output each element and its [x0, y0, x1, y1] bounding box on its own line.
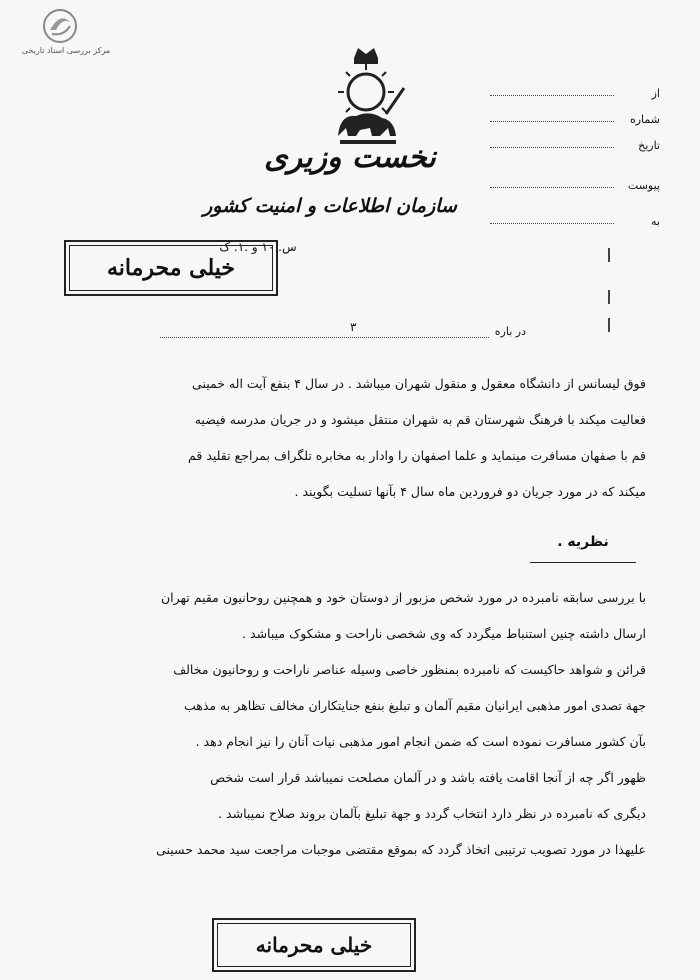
org-subtitle: سازمان اطلاعات و امنیت کشور [203, 195, 457, 217]
meta-label: تاریخ [638, 139, 660, 152]
opinion-paragraph [108, 580, 646, 868]
opinion-line: ظهور اگر چه از آنجا اقامت یافته باشد و در آلمان مصلحت نمیباشد قرار است شخص [210, 770, 646, 785]
margin-mark [608, 318, 610, 332]
subject-line [160, 318, 526, 338]
subject-label: در باره [494, 325, 526, 338]
meta-field-to [490, 208, 660, 228]
margin-mark [608, 248, 610, 262]
body-line: میکند که در مورد جریان دو فروردین ماه سال ۴ بآنها تسلیت بگویند . [294, 484, 646, 499]
subject-mark: ۳ [350, 320, 357, 334]
meta-dotted-line [490, 147, 614, 148]
reference-number: س. ۱۰ و .۱. ک [219, 240, 297, 254]
opinion-line: قرائن و شواهد حاکیست که نامبرده بمنظور خاصی وسیله عناصر ناراحت و روحانیون مخالف [173, 662, 646, 677]
classification-stamp-bottom: خیلی محرمانه [212, 918, 416, 972]
opinion-line: جهة تصدی امور مذهبی ایرانیان مقیم آلمان و تبلیغ بنفع جنایتکاران مخالف تظاهر به مذهب [183, 698, 646, 713]
meta-dotted-line [490, 95, 614, 96]
archive-watermark [6, 8, 116, 60]
meta-label: پیوست [627, 179, 660, 192]
opinion-line: دیگری که نامبرده در نظر دارد انتخاب گردد و جهة تبلیغ بآلمان بروند صلاح نمیباشد . [218, 806, 646, 821]
classification-stamp-top: خیلی محرمانه [64, 240, 278, 296]
meta-label: شماره [629, 113, 660, 126]
meta-field-number [490, 106, 660, 126]
body-paragraph [108, 366, 646, 510]
org-title: نخست وزیری [264, 140, 436, 175]
body-line: فوق لیسانس از دانشگاه معقول و منقول شهران میباشد . در سال ۴ بنفع آیت اله خمینی [192, 376, 646, 391]
subject-dotted-line [160, 337, 489, 338]
meta-field-date [490, 132, 660, 152]
meta-field-from [490, 80, 660, 100]
watermark-text: مرکز بررسی اسناد تاریخی [21, 46, 111, 55]
meta-field-attachment [490, 172, 660, 192]
margin-mark [608, 290, 610, 304]
opinion-heading-text: نظریه . [557, 534, 609, 550]
opinion-line: با بررسی سابقه نامبرده در مورد شخص مزبور از دوستان خود و همچنین روحانیون مقیم تهران [160, 590, 646, 605]
archive-seal-icon [42, 8, 78, 44]
meta-dotted-line [490, 121, 614, 122]
opinion-line: بآن کشور مسافرت نموده است که ضمن انجام امور مذهبی نیات آنان را نیز انجام دهد . [195, 734, 646, 749]
meta-dotted-line [490, 187, 614, 188]
opinion-line: ارسال داشته چنین استنباط میگردد که وی شخصی ناراحت و مشکوک میباشد . [242, 626, 646, 641]
meta-dotted-line [490, 223, 614, 224]
meta-label: از [651, 87, 660, 100]
opinion-line: علیهذا در مورد تصویب ترتیبی اتخاذ گردد که بموقع مقتضی موجبات مراجعت سید محمد حسینی [156, 842, 646, 857]
body-line: فعالیت میکند با فرهنگ شهرستان قم به شهران منتقل میشود و در جریان مدرسه فیضیه [194, 412, 646, 427]
meta-label: به [651, 215, 660, 228]
opinion-heading [530, 534, 636, 563]
body-line: قم با صفهان مسافرت مینماید و علما اصفهان را وادار به مخابره تلگراف بمراجع تقلید قم [188, 448, 646, 463]
